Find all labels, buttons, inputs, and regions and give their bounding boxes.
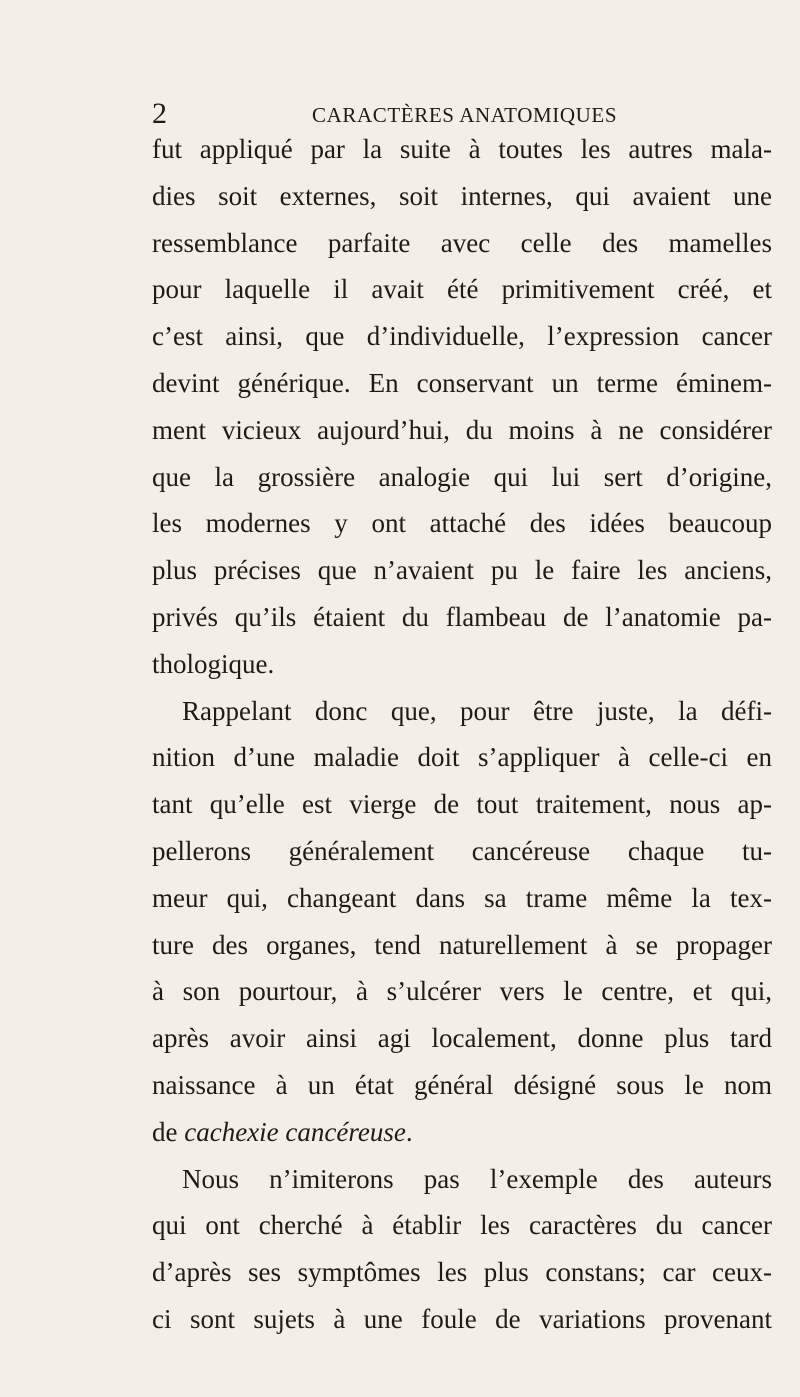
- text-line: plus précises que n’avaient pu le faire les anciens,: [152, 555, 772, 586]
- text-line: que la grossière analogie qui lui sert d’origine,: [152, 461, 772, 492]
- text-line: qui ont cherché à établir les caractères du cancer: [152, 1210, 772, 1241]
- text-fragment: .: [405, 1116, 413, 1147]
- text-line: après avoir ainsi agi localement, donne plus tard: [152, 1023, 772, 1054]
- text-line: dies soit externes, soit internes, qui avaient une: [152, 180, 772, 211]
- text-line: pellerons généralement cancéreuse chaque tu-: [152, 835, 772, 866]
- text-line: naissance à un état général désigné sous le nom: [152, 1069, 772, 1100]
- text-line: nition d’une maladie doit s’appliquer à celle-ci en: [152, 742, 772, 773]
- text-line: privés qu’ils étaient du flambeau de l’anatomie pa-: [152, 601, 772, 632]
- text-line: devint générique. En conservant un terme éminem-: [152, 367, 772, 398]
- text-line: fut appliqué par la suite à toutes les autres mala-: [152, 134, 772, 164]
- text-line: tant qu’elle est vierge de tout traitement, nous ap-: [152, 789, 772, 820]
- page-number: 2: [152, 97, 167, 130]
- text-line: Nous n’imiterons pas l’exemple des auteurs: [182, 1163, 772, 1194]
- running-head-title: CARACTÈRES ANATOMIQUES: [312, 103, 618, 127]
- text-fragment: de: [152, 1116, 185, 1147]
- text-line: meur qui, changeant dans sa trame même la tex-: [152, 882, 772, 913]
- body-text: [152, 126, 772, 1343]
- text-line: ture des organes, tend naturellement à se propager: [152, 929, 772, 960]
- text-line: ressemblance parfaite avec celle des mamelles: [152, 227, 772, 258]
- text-line: c’est ainsi, que d’individuelle, l’expression cancer: [152, 321, 772, 352]
- italic-term: cachexie cancéreuse: [184, 1116, 406, 1147]
- text-line: ci sont sujets à une foule de variations provenant: [152, 1303, 772, 1334]
- text-line: Rappelant donc que, pour être juste, la défi-: [182, 695, 772, 726]
- text-line: d’après ses symptômes les plus constans; car ceux-: [152, 1257, 772, 1288]
- text-line: à son pourtour, à s’ulcérer vers le centre, et qui,: [152, 976, 772, 1007]
- text-line: thologique.: [152, 648, 275, 679]
- text-line: les modernes y ont attaché des idées beaucoup: [152, 508, 772, 539]
- text-line-final: [152, 1109, 772, 1156]
- text-line: pour laquelle il avait été primitivement créé, et: [152, 274, 772, 305]
- text-line: ment vicieux aujourd’hui, du moins à ne considérer: [152, 414, 772, 445]
